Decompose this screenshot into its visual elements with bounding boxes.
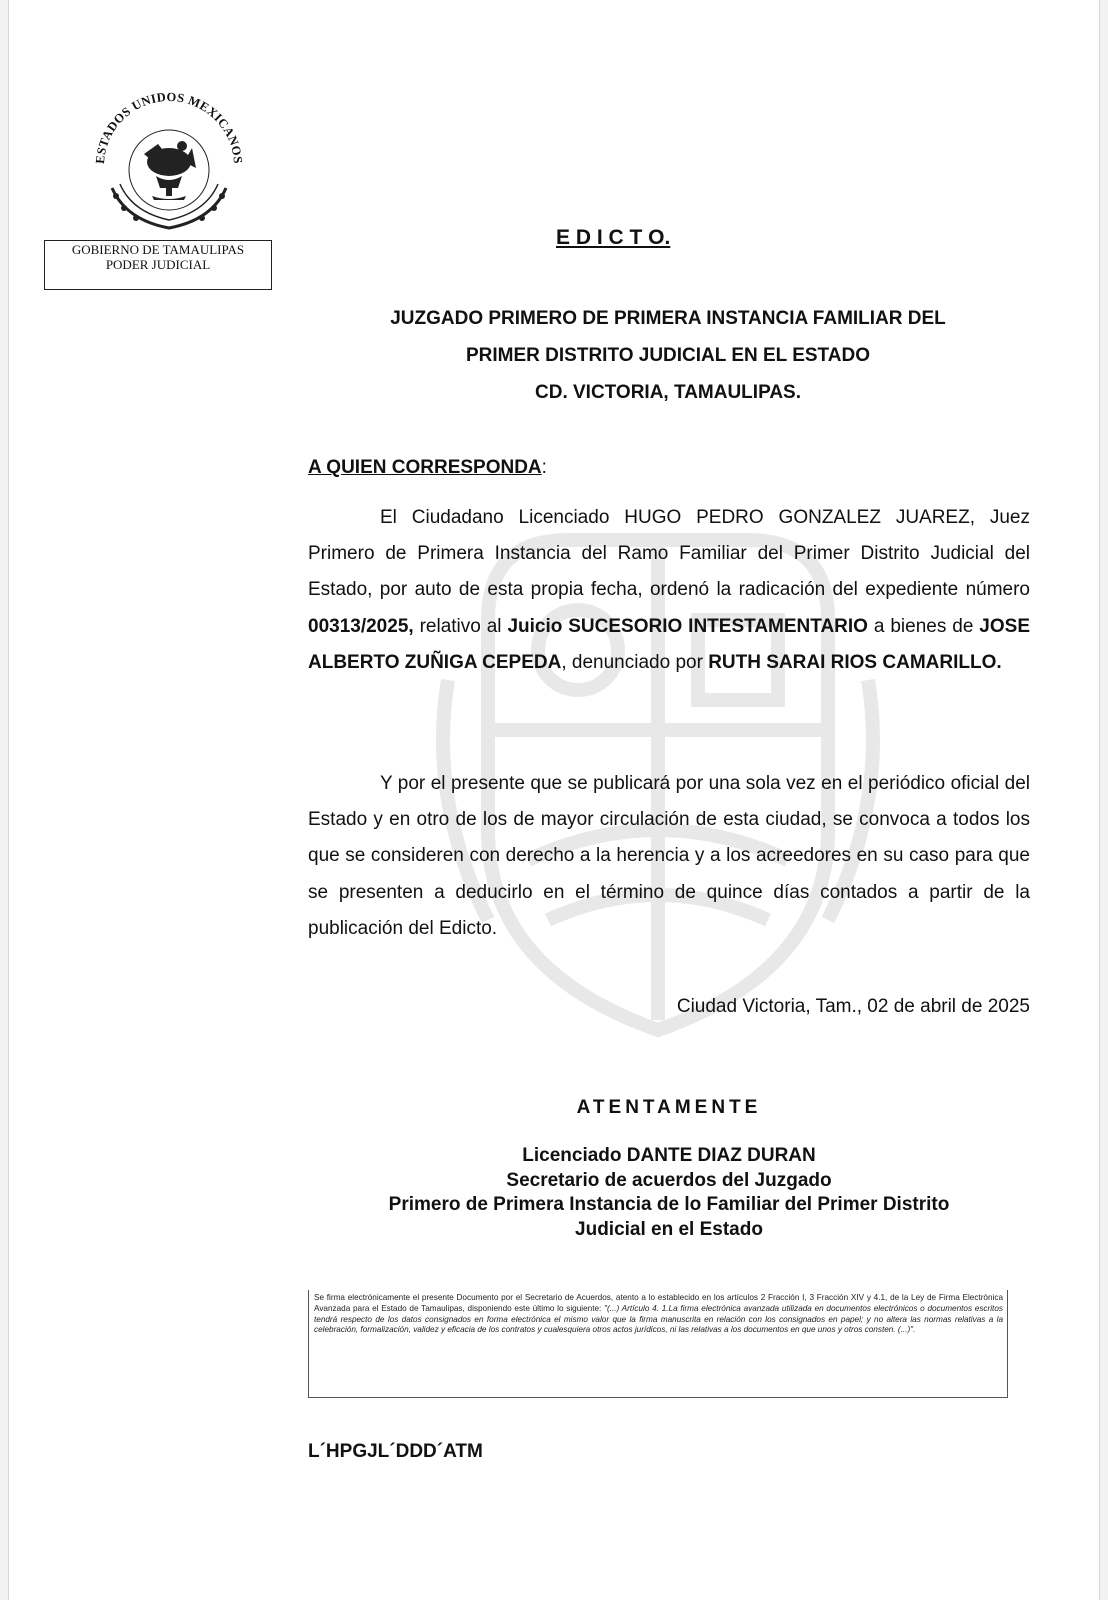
signatory-court-line-1: Primero de Primera Instancia de lo Familiar del Primer Distrito xyxy=(388,1194,950,1215)
court-line-1: JUZGADO PRIMERO DE PRIMERA INSTANCIA FAMILIAR DEL xyxy=(390,308,946,329)
signatory-name: Licenciado DANTE DIAZ DURAN xyxy=(522,1145,816,1166)
court-line-2: PRIMER DISTRITO JUDICIAL EN EL ESTADO xyxy=(466,345,870,366)
addressee-label: A QUIEN CORRESPONDA xyxy=(308,457,542,478)
deceased-name: JOSE ALBERTO ZUÑIGA CEPEDA xyxy=(308,615,1030,673)
court-heading xyxy=(308,300,1028,411)
signatory-block xyxy=(308,1144,1030,1242)
government-name: GOBIERNO DE TAMAULIPAS xyxy=(71,242,245,257)
case-number: 00313/2025, xyxy=(308,615,414,637)
svg-text:ESTADOS UNIDOS MEXICANOS: ESTADOS UNIDOS MEXICANOS xyxy=(92,89,246,165)
national-seal-icon xyxy=(86,88,252,238)
date-line: Ciudad Victoria, Tam., 02 de abril de 2025 xyxy=(676,996,1030,1017)
signatory-court-line-2: Judicial en el Estado xyxy=(575,1218,763,1240)
paragraph-convocation: Y por el presente que se publicará por una sola vez en el periódico oficial del Estado y en otro de los de mayor circulación de esta ciudad, se convoca a todos los que se consideren con derecho a la herencia y a los acreedores en su caso para que se presenten a deducirlo en el término de quince días contados a partir de la publicación del Edicto. xyxy=(308,773,1030,939)
claimant-name: RUTH SARAI RIOS CAMARILLO. xyxy=(708,651,1002,673)
case-type: Juicio SUCESORIO INTESTAMENTARIO xyxy=(507,615,868,637)
reference-initials: L´HPGJL´DDD´ATM xyxy=(308,1441,483,1462)
court-line-3: CD. VICTORIA, TAMAULIPAS. xyxy=(535,382,801,403)
document-page xyxy=(8,0,1100,1600)
document-title: E D I C T O. xyxy=(556,226,671,249)
closing-salutation: ATENTAMENTE xyxy=(576,1097,762,1118)
addressee: A QUIEN CORRESPONDA: xyxy=(308,457,547,478)
government-label-box xyxy=(44,240,272,290)
signatory-title: Secretario de acuerdos del Juzgado xyxy=(506,1169,832,1191)
viewer-left-margin xyxy=(0,0,8,1600)
paragraph-radication: El Ciudadano Licenciado HUGO PEDRO GONZALEZ JUAREZ, Juez Primero de Primera Instancia del Ramo Familiar del Primer Distrito Judicial del Estado, por auto de esta propia fecha, ordenó la radicación del expediente número 00313/2025, relativo al Juicio SUCESORIO INTESTAMENTARIO a bienes de JOSE ALBERTO ZUÑIGA CEPEDA, denunciado por RUTH SARAI RIOS CAMARILLO. xyxy=(308,507,1030,673)
judicial-power-label: PODER JUDICIAL xyxy=(105,257,211,272)
viewer-right-margin xyxy=(1100,0,1108,1600)
electronic-signature-notice: Se firma electrónicamente el presente Documento por el Secretario de Acuerdos, atento a lo establecido en los artículos 2 Fracción I, 3 Fracción XIV y 4.1, de la Ley de Firma Electrónica Avanzada para el Estado de Tamaulipas, disponiendo este último lo siguiente: "(...) Artículo 4. 1.La firma electrónica avanzada utilizada en documentos electrónicos o documentos escritos tendrá respecto de los datos consignados en forma electrónica el mismo valor que la firma manuscrita en relación con los consignados en papel; y no altera las normas relativas a la celebración, formalización, validez y eficacia de los contratos y cualesquiera otros actos jurídicos, ni las relativas a los documentos en que unos y otros consten. (...)". xyxy=(308,1290,1008,1398)
